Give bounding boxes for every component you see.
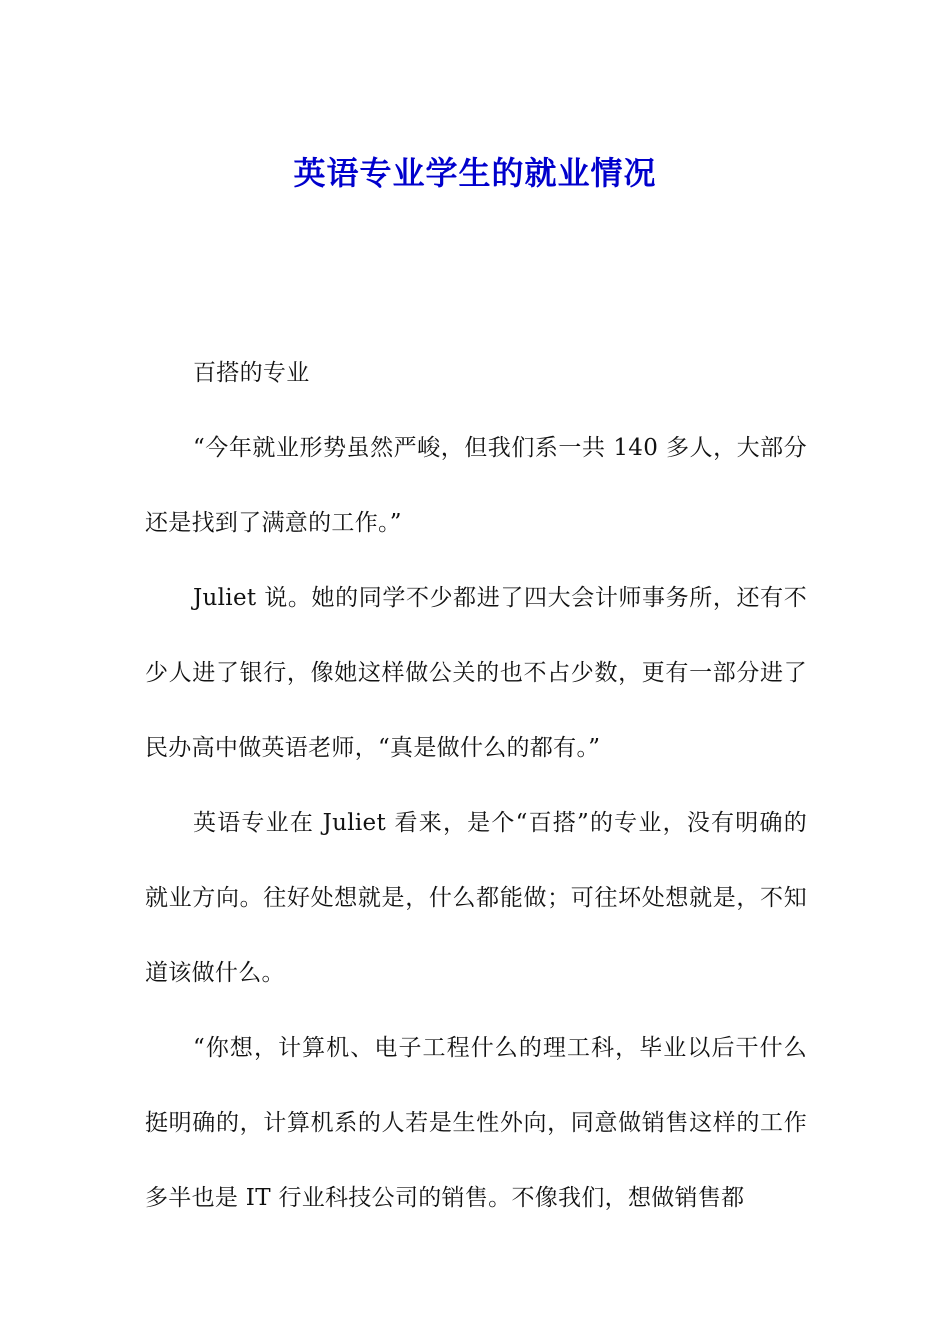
paragraph-science-comparison: “你想，计算机、电子工程什么的理工科，毕业以后干什么挺明确的，计算机系的人若是生性外向，同意做销售这样的工作多半也是 IT 行业科技公司的销售。不像我们，想做销售都 <box>145 1035 807 1211</box>
paragraph-versatile-major: 英语专业在 Juliet 看来，是个“百搭”的专业，没有明确的就业方向。往好处想就是，什么都能做；可往坏处想就是，不知道该做什么。 <box>145 810 807 986</box>
paragraph-juliet-classmates: Juliet 说。她的同学不少都进了四大会计师事务所，还有不少人进了银行，像她这样做公关的也不占少数，更有一部分进了民办高中做英语老师，“真是做什么的都有。” <box>145 585 807 761</box>
document-title: 英语专业学生的就业情况 <box>293 154 657 193</box>
document-body <box>145 336 807 1236</box>
paragraph-quote-employment: “今年就业形势虽然严峻，但我们系一共 140 多人，大部分还是找到了满意的工作。” <box>145 435 807 536</box>
paragraph-subheading: 百搭的专业 <box>193 360 310 386</box>
